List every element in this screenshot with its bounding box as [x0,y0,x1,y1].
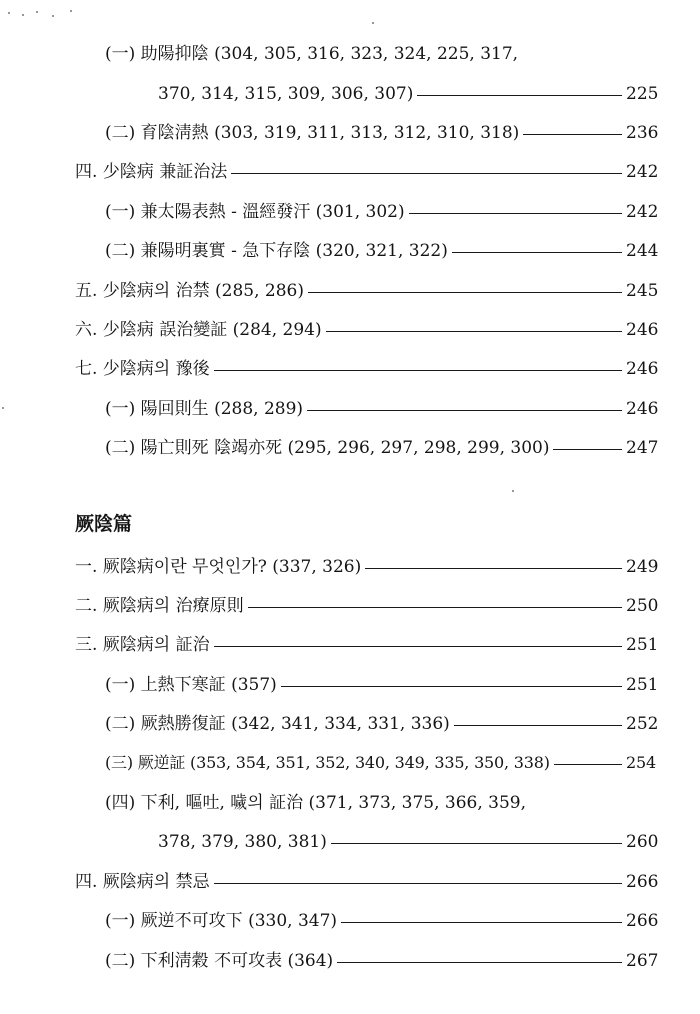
scan-speck [22,14,24,16]
toc-entry[interactable] [75,158,659,186]
toc-entry-page: 249 [626,557,659,577]
leader-line [307,410,622,411]
toc-entry[interactable] [158,80,659,108]
leader-line [308,292,622,293]
leader-line [214,646,622,647]
toc-entry[interactable] [105,947,659,975]
toc-entry-page: 266 [626,872,659,892]
toc-entry[interactable] [105,40,518,68]
toc-entry-page: 225 [626,84,659,104]
toc-entry-title: (二) 育陰淸熱 (303, 319, 311, 313, 312, 310, 318) [105,123,520,143]
toc-entry-page: 246 [626,320,659,340]
leader-line [281,686,622,687]
toc-entry-title: (一) 上熱下寒証 (357) [105,675,277,695]
toc-entry[interactable] [105,749,656,777]
leader-line [365,568,622,569]
toc-entry[interactable] [75,631,659,659]
toc-entry-page: 246 [626,359,659,379]
leader-line [452,252,622,253]
toc-entry[interactable] [75,355,659,383]
leader-line [417,95,622,96]
toc-entry-page: 242 [626,202,659,222]
toc-entry-page: 252 [626,714,659,734]
toc-entry[interactable] [105,434,659,462]
toc-entry[interactable] [105,671,659,699]
leader-line [554,764,622,765]
toc-entry-title: (三) 厥逆証 (353, 354, 351, 352, 340, 349, 335, 350, 338) [105,753,550,772]
toc-entry-page: 236 [626,123,659,143]
toc-entry[interactable] [75,316,659,344]
toc-entry-page: 246 [626,399,659,419]
scan-speck [512,490,514,492]
toc-entry[interactable] [75,868,659,896]
leader-line [341,922,622,923]
toc-entry[interactable] [158,828,659,856]
leader-line [214,370,622,371]
leader-line [326,331,622,332]
toc-entry[interactable] [105,907,659,935]
toc-entry-title: (二) 兼陽明裏實 - 急下存陰 (320, 321, 322) [105,241,448,261]
toc-entry-title: 一. 厥陰病이란 무엇인가? (337, 326) [75,557,362,577]
toc-entry-title: 378, 379, 380, 381) [158,832,327,852]
scan-speck [36,11,38,13]
toc-entry-page: 244 [626,241,659,261]
leader-line [231,173,622,174]
toc-entry-title: (一) 陽回則生 (288, 289) [105,399,304,419]
toc-entry[interactable] [75,553,659,581]
toc-entry-page: 245 [626,281,659,301]
toc-entry-page: 266 [626,911,659,931]
toc-entry[interactable] [105,237,659,265]
toc-entry-title: 二. 厥陰病의 治療原則 [75,596,244,616]
toc-entry-title: 三. 厥陰病의 証治 [75,635,210,655]
toc-entry-page: 250 [626,596,659,616]
section-heading: 厥陰篇 [75,513,133,535]
toc-entry-page: 260 [626,832,659,852]
toc-entry-title: (一) 兼太陽表熱 - 溫經發汗 (301, 302) [105,202,405,222]
leader-line [214,883,622,884]
toc-entry-page: 251 [626,675,659,695]
toc-entry-title: (一) 助陽抑陰 (304, 305, 316, 323, 324, 225, 317, [105,44,519,64]
toc-entry[interactable] [75,277,659,305]
toc-entry[interactable] [105,395,659,423]
toc-entry-title: (二) 陽亡則死 陰竭亦死 (295, 296, 297, 298, 299, 300) [105,438,550,458]
toc-entry[interactable] [105,119,659,147]
toc-entry-page: 254 [626,753,656,772]
leader-line [409,213,622,214]
toc-entry[interactable] [105,789,526,817]
toc-entry-title: (一) 厥逆不可攻下 (330, 347) [105,911,338,931]
toc-entry-title: 四. 厥陰病의 禁忌 [75,872,210,892]
toc-entry-page: 247 [626,438,659,458]
toc-entry-page: 267 [626,951,659,971]
scan-speck [70,10,72,12]
toc-entry-title: 七. 少陰病의 豫後 [75,359,210,379]
scan-speck [372,22,374,24]
toc-entry-title: 四. 少陰病 兼証治法 [75,162,228,182]
leader-line [454,725,622,726]
toc-entry-title: (四) 下利, 嘔吐, 噦의 証治 (371, 373, 375, 366, 359, [105,793,527,813]
toc-entry-title: (二) 厥熱勝復証 (342, 341, 334, 331, 336) [105,714,450,734]
scan-speck [52,15,54,17]
toc-entry-title: (二) 下利淸穀 不可攻表 (364) [105,951,334,971]
leader-line [337,962,622,963]
toc-entry[interactable] [105,198,659,226]
toc-entry-title: 370, 314, 315, 309, 306, 307) [158,84,414,104]
toc-entry-page: 242 [626,162,659,182]
toc-entry-title: 五. 少陰病의 治禁 (285, 286) [75,281,305,301]
leader-line [553,449,622,450]
toc-entry-page: 251 [626,635,659,655]
leader-line [248,607,622,608]
scan-speck [8,12,10,14]
leader-line [331,843,622,844]
toc-entry[interactable] [105,710,659,738]
scan-speck [2,407,4,409]
toc-entry[interactable] [75,592,659,620]
leader-line [523,134,622,135]
toc-entry-title: 六. 少陰病 誤治變証 (284, 294) [75,320,322,340]
